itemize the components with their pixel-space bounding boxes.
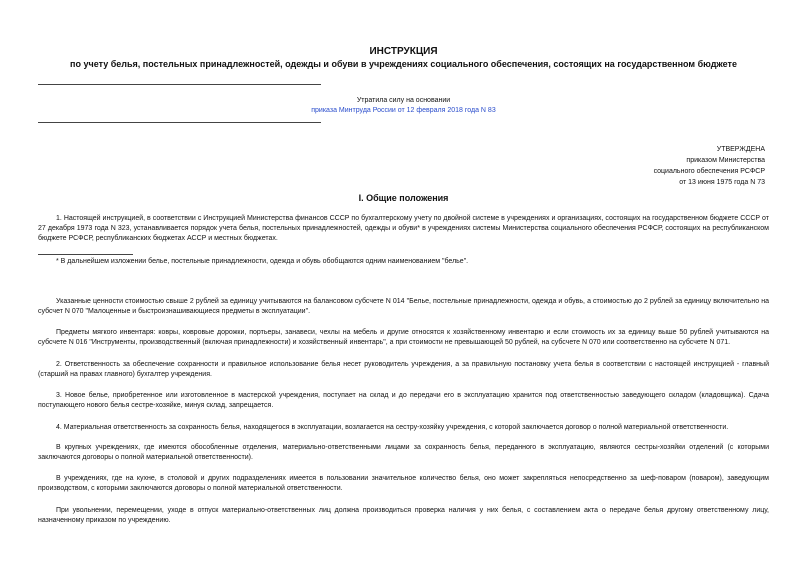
approval-line-1: УТВЕРЖДЕНА bbox=[716, 146, 765, 153]
paragraph-4: 2. Ответственность за обеспечение сохранности и правильное использование белья несет руководитель учреждения, а за правильную постановку учета белья в соответствии с настоящей инструкцией - главный (старший на правах главного) бухгалтер учреждения. bbox=[38, 361, 769, 378]
repeal-order-link[interactable]: приказа Минтруда России от 12 февраля 2018 года N 83 bbox=[311, 107, 496, 114]
document-subtitle: по учету белья, постельных принадлежностей, одежды и обуви в учреждениях социального обеспечения, состоящих на государственном бюджете bbox=[70, 59, 737, 69]
paragraph-1: 1. Настоящей инструкцией, в соответствии с Инструкцией Министерства финансов СССР по бухгалтерскому учету по двойной системе в учреждениях и организациях, состоящих на государственном бюджете СССР от 27 декабря 1973 года N 323, устанавливается порядок учета белья, постельных принадлежностей, одежды и обуви* в учреждениях системы Министерства социального обеспечения РСФСР, состоящих на республиканском бюджете РСФСР, республиканских бюджетах АССР и местных бюджетах. bbox=[38, 215, 769, 242]
paragraph-5: 3. Новое белье, приобретенное или изготовленное в мастерской учреждения, поступает на склад и до передачи его в эксплуатацию хранится под ответственностью заведующего складом (кладовщика). Сдача поступающего нового белья сестре-хозяйке, минуя склад, запрещается. bbox=[38, 392, 769, 409]
section-title: I. Общие положения bbox=[358, 193, 449, 203]
paragraph-9: При увольнении, перемещении, уходе в отпуск материально-ответственных лиц должна производиться проверка наличия у них белья, с составлением акта о передаче белья другому ответственному лицу, назначенному приказом по учреждению. bbox=[38, 507, 769, 524]
approval-block bbox=[654, 144, 765, 188]
footnote: * В дальнейшем изложении белье, постельные принадлежности, одежда и обувь обобщаются одним наименованием "белье". bbox=[56, 258, 469, 265]
paragraph-8: В учреждениях, где на кухне, в столовой и других подразделениях имеется в пользовании значительное количество белья, оно может закрепляться непосредственно за шеф-поваром (поваром), заведующим производством, с которыми заключаются договоры о полной материальной ответственности. bbox=[38, 475, 769, 492]
paragraph-3: Предметы мягкого инвентаря: ковры, ковровые дорожки, портьеры, занавеси, чехлы на мебель и другие относятся к хозяйственному инвентарю и если стоимость их за единицу выше 50 рублей учитываются на субсчете N 016 "Инструменты, производственный (включая принадлежности) и хозяйственный инвентарь", а при стоимости не превышающей 50 рублей, на субсчете N 070 или соответственно на субсчете N 071. bbox=[38, 329, 769, 346]
approval-line-3: социального обеспечения РСФСР bbox=[653, 168, 765, 175]
approval-line-2: приказом Министерства bbox=[686, 157, 765, 164]
document-title: ИНСТРУКЦИЯ bbox=[369, 46, 438, 57]
paragraph-7: В крупных учреждениях, где имеются обособленные отделения, материально-ответственными лицами за сохранность белья, переданного в эксплуатацию, являются сестры-хозяйки отделений (с которыми заключаются договоры о полной материальной ответственности). bbox=[38, 444, 769, 461]
divider-bottom bbox=[38, 122, 321, 123]
footnote-divider bbox=[38, 254, 133, 255]
status-note-line: Утратила силу на основании bbox=[356, 97, 451, 104]
paragraph-2: Указанные ценности стоимостью свыше 2 рублей за единицу учитываются на балансовом субсчете N 014 "Белье, постельные принадлежности, одежда и обувь, а стоимостью до 2 рублей за единицу включительно на субсчет N 070 "Малоценные и быстроизнашивающиеся предметы в эксплуатации". bbox=[38, 298, 769, 315]
approval-line-4: от 13 июня 1975 года N 73 bbox=[679, 179, 765, 186]
divider-top bbox=[38, 84, 321, 85]
paragraph-6: 4. Материальная ответственность за сохранность белья, находящегося в эксплуатации, возлагается на сестру-хозяйку учреждения, с которой заключается договор о полной материальной ответственности. bbox=[56, 424, 729, 431]
